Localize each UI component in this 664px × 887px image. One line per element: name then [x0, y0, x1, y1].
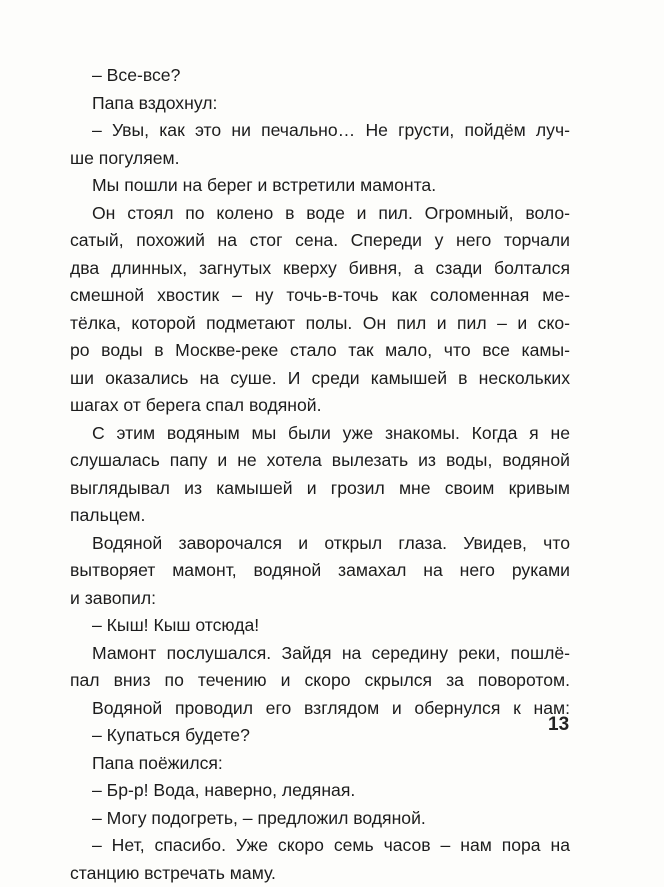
text-line: – Могу подогреть, – предложил водяной. — [92, 805, 570, 833]
text-line: Мамонт послушался. Зайдя на середину реки, пошлё- — [92, 640, 570, 668]
text-line: вытворяет мамонт, водяной замахал на него руками — [70, 557, 570, 585]
text-line: сатый, похожий на стог сена. Спереди у него торчали — [70, 227, 570, 255]
text-line: Водяной заворочался и открыл глаза. Увидев, что — [92, 530, 570, 558]
text-line: пал вниз по течению и скоро скрылся за поворотом. — [70, 667, 570, 695]
text-line: ше погуляем. — [70, 145, 570, 173]
text-line: – Нет, спасибо. Уже скоро семь часов – нам пора на — [92, 832, 570, 860]
text-line: Водяной проводил его взглядом и обернулся к нам: — [92, 695, 570, 723]
text-line: и завопил: — [70, 585, 570, 613]
text-line: Папа поёжился: — [92, 750, 570, 778]
text-line: Мы пошли на берег и встретили мамонта. — [92, 172, 570, 200]
text-line: – Все-все? — [92, 62, 570, 90]
text-line: тёлка, которой подметают полы. Он пил и пил – и ско- — [70, 310, 570, 338]
text-line: ши оказались на суше. И среди камышей в нескольких — [70, 365, 570, 393]
text-line: пальцем. — [70, 502, 570, 530]
text-line: смешной хвостик – ну точь-в-точь как соломенная ме- — [70, 282, 570, 310]
text-line: – Увы, как это ни печально… Не грусти, пойдём луч- — [92, 117, 570, 145]
text-line: Он стоял по колено в воде и пил. Огромный, воло- — [92, 200, 570, 228]
text-line: станцию встречать маму. — [70, 860, 570, 887]
body-text — [92, 62, 570, 887]
text-line: – Кыш! Кыш отсюда! — [92, 612, 570, 640]
text-line: выглядывал из камышей и грозил мне своим кривым — [70, 475, 570, 503]
text-line: ро воды в Москве-реке стало так мало, что все камы- — [70, 337, 570, 365]
text-line: – Купаться будете? — [92, 722, 570, 750]
page-number: 13 — [548, 714, 569, 736]
text-line: слушалась папу и не хотела вылезать из воды, водяной — [70, 447, 570, 475]
text-line: два длинных, загнутых кверху бивня, а сзади болтался — [70, 255, 570, 283]
text-line: С этим водяным мы были уже знакомы. Когда я не — [92, 420, 570, 448]
text-line: – Бр-р! Вода, наверно, ледяная. — [92, 777, 570, 805]
text-line: Папа вздохнул: — [92, 90, 570, 118]
text-line: шагах от берега спал водяной. — [70, 392, 570, 420]
